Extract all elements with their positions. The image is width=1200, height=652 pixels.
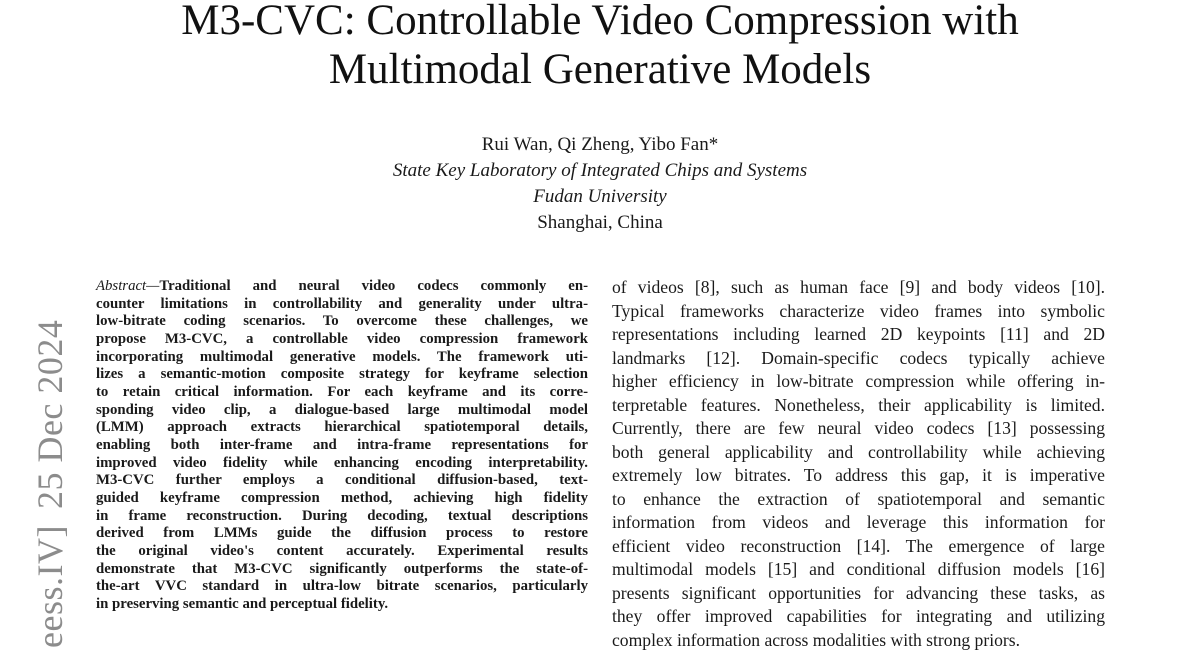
arxiv-category: eess.IV] [30, 525, 70, 648]
body-line: to enhance the extraction of spatiotemporal and semantic [612, 488, 1105, 512]
abstract-line: sponding video clip, a dialogue-based large multimodal model [96, 402, 588, 420]
affiliation-lab: State Key Laboratory of Integrated Chips and Systems [0, 158, 1200, 184]
abstract-line: (LMM) approach extracts hierarchical spatiotemporal details, [96, 419, 588, 437]
body-line: Typical frameworks characterize video frames into symbolic [612, 300, 1105, 324]
body-line: presents significant opportunities for advancing these tasks, as [612, 582, 1105, 606]
abstract-line: derived from LMMs guide the diffusion process to restore [96, 525, 588, 543]
affiliation-university: Fudan University [0, 184, 1200, 210]
abstract-line [96, 278, 588, 296]
body-line: they offer improved capabilities for integrating and utilizing [612, 605, 1105, 629]
author-names: Rui Wan, Qi Zheng, Yibo Fan* [0, 132, 1200, 158]
abstract [96, 278, 588, 613]
body-line: of videos [8], such as human face [9] and body videos [10]. [612, 276, 1105, 300]
abstract-line: propose M3-CVC, a controllable video compression framework [96, 331, 588, 349]
abstract-line: the-art VVC standard in ultra-low bitrate scenarios, particularly [96, 578, 588, 596]
abstract-line: in frame reconstruction. During decoding, textual descriptions [96, 508, 588, 526]
body-line: higher efficiency in low-bitrate compression while offering in- [612, 370, 1105, 394]
abstract-line: enabling both inter-frame and intra-frame representations for [96, 437, 588, 455]
body-line: both general applicability and controllability while achieving [612, 441, 1105, 465]
abstract-line: lizes a semantic-motion composite strategy for keyframe selection [96, 366, 588, 384]
affiliation-city: Shanghai, China [0, 210, 1200, 236]
body-line: landmarks [12]. Domain-specific codecs typically achieve [612, 347, 1105, 371]
abstract-line: M3-CVC further employs a conditional diffusion-based, text- [96, 472, 588, 490]
body-line: information from videos and leverage this information for [612, 511, 1105, 535]
body-line: terpretable features. Nonetheless, their applicability is limited. [612, 394, 1105, 418]
body-line: representations including learned 2D keypoints [11] and 2D [612, 323, 1105, 347]
abstract-line: improved video fidelity while enhancing encoding interpretability. [96, 455, 588, 473]
author-block [0, 132, 1200, 236]
body-text [612, 276, 1105, 652]
abstract-line: guided keyframe compression method, achieving high fidelity [96, 490, 588, 508]
abstract-line: in preserving semantic and perceptual fidelity. [96, 596, 588, 614]
abstract-line: demonstrate that M3-CVC significantly outperforms the state-of- [96, 561, 588, 579]
abstract-line: incorporating multimodal generative models. The framework uti- [96, 349, 588, 367]
body-line: Currently, there are few neural video codecs [13] possessing [612, 417, 1105, 441]
body-line: efficient video reconstruction [14]. The emergence of large [612, 535, 1105, 559]
abstract-line: counter limitations in controllability and generality under ultra- [96, 296, 588, 314]
paper-title-line-1: M3-CVC: Controllable Video Compression with [0, 0, 1200, 45]
arxiv-stamp [30, 320, 70, 648]
paper-title-line-2: Multimodal Generative Models [0, 45, 1200, 94]
body-line: extremely low bitrates. To address this gap, it is imperative [612, 464, 1105, 488]
paper-title [0, 0, 1200, 94]
arxiv-date: 25 Dec 2024 [30, 320, 70, 509]
body-line: complex information across modalities with strong priors. [612, 629, 1105, 652]
abstract-line: to retain critical information. For each keyframe and its corre- [96, 384, 588, 402]
abstract-line: low-bitrate coding scenarios. To overcome these challenges, we [96, 313, 588, 331]
abstract-line: the original video's content accurately. Experimental results [96, 543, 588, 561]
abstract-line-text: Traditional and neural video codecs commonly en- [159, 278, 588, 294]
body-line: multimodal models [15] and conditional diffusion models [16] [612, 558, 1105, 582]
abstract-label: Abstract— [96, 278, 159, 294]
